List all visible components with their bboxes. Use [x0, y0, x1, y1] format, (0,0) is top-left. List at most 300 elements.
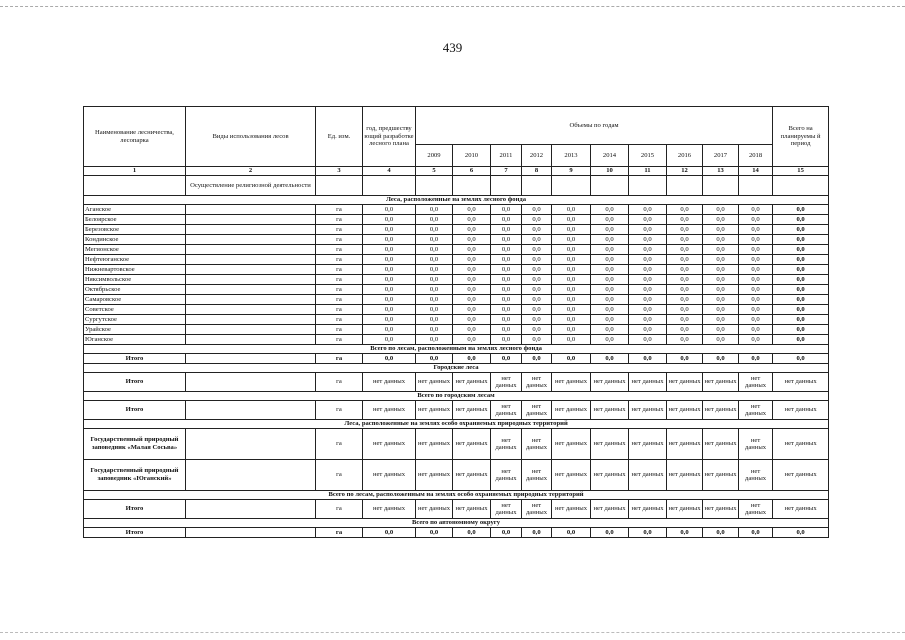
- blank-cell: [186, 528, 316, 538]
- forestry-name: Сургутское: [84, 315, 186, 325]
- forestry-name: Урайское: [84, 325, 186, 335]
- value-cell: 0,0: [416, 265, 453, 275]
- blank-cell: [416, 176, 453, 196]
- no-data-cell: нет данных: [491, 460, 522, 491]
- blank-cell: [186, 429, 316, 460]
- column-number: 11: [629, 167, 667, 176]
- unit-cell: га: [316, 500, 363, 519]
- no-data-cell: нет данных: [416, 373, 453, 392]
- forestry-row: [84, 205, 829, 215]
- no-data-cell: нет данных: [552, 373, 591, 392]
- blank-cell: [491, 176, 522, 196]
- forestry-name: Итого: [84, 528, 186, 538]
- header-year: 2014: [591, 145, 629, 167]
- value-cell: 0,0: [739, 295, 773, 305]
- value-cell: 0,0: [552, 285, 591, 295]
- section-row: [84, 491, 829, 500]
- no-data-cell: нет данных: [491, 373, 522, 392]
- value-cell: 0,0: [522, 275, 552, 285]
- value-cell: 0,0: [416, 285, 453, 295]
- blank-cell: [186, 460, 316, 491]
- blank-cell: [186, 354, 316, 364]
- value-cell: 0,0: [363, 354, 416, 364]
- value-cell: 0,0: [453, 305, 491, 315]
- value-cell: 0,0: [703, 528, 739, 538]
- value-cell: 0,0: [591, 235, 629, 245]
- value-cell: 0,0: [629, 205, 667, 215]
- column-number: 15: [773, 167, 829, 176]
- total-value-cell: 0,0: [773, 295, 829, 305]
- forestry-row: [84, 295, 829, 305]
- value-cell: 0,0: [522, 255, 552, 265]
- value-cell: 0,0: [739, 265, 773, 275]
- no-data-cell: нет данных: [522, 401, 552, 420]
- value-cell: 0,0: [491, 265, 522, 275]
- value-cell: 0,0: [703, 225, 739, 235]
- value-cell: 0,0: [629, 305, 667, 315]
- column-number: 13: [703, 167, 739, 176]
- value-cell: 0,0: [591, 354, 629, 364]
- value-cell: 0,0: [667, 265, 703, 275]
- forest-use-table: [83, 106, 829, 538]
- column-number: 9: [552, 167, 591, 176]
- blank-cell: [591, 176, 629, 196]
- value-cell: 0,0: [522, 354, 552, 364]
- reserve-row: [84, 460, 829, 491]
- value-cell: 0,0: [453, 245, 491, 255]
- total-value-cell: 0,0: [773, 285, 829, 295]
- no-data-cell: нет данных: [591, 500, 629, 519]
- value-cell: 0,0: [363, 205, 416, 215]
- total-value-cell: 0,0: [773, 235, 829, 245]
- value-cell: 0,0: [552, 245, 591, 255]
- value-cell: 0,0: [491, 295, 522, 305]
- value-cell: 0,0: [703, 325, 739, 335]
- value-cell: 0,0: [591, 225, 629, 235]
- unit-cell: га: [316, 335, 363, 345]
- column-number: 1: [84, 167, 186, 176]
- section-title: Леса, расположенные на землях лесного фонда: [84, 196, 829, 205]
- urban-total-row: [84, 401, 829, 420]
- value-cell: 0,0: [453, 295, 491, 305]
- value-cell: 0,0: [522, 295, 552, 305]
- value-cell: 0,0: [363, 255, 416, 265]
- no-data-cell: нет данных: [773, 460, 829, 491]
- value-cell: 0,0: [491, 275, 522, 285]
- value-cell: 0,0: [703, 255, 739, 265]
- blank-cell: [186, 265, 316, 275]
- value-cell: 0,0: [552, 305, 591, 315]
- no-data-cell: нет данных: [363, 429, 416, 460]
- value-cell: 0,0: [629, 285, 667, 295]
- value-cell: 0,0: [453, 235, 491, 245]
- column-number-row: [84, 167, 829, 176]
- value-cell: 0,0: [416, 335, 453, 345]
- value-cell: 0,0: [491, 354, 522, 364]
- value-cell: 0,0: [591, 245, 629, 255]
- value-cell: 0,0: [667, 285, 703, 295]
- protected-total-row: [84, 500, 829, 519]
- forestry-name: Нижневартовское: [84, 265, 186, 275]
- unit-cell: га: [316, 373, 363, 392]
- no-data-cell: нет данных: [739, 460, 773, 491]
- value-cell: 0,0: [703, 235, 739, 245]
- value-cell: 0,0: [363, 225, 416, 235]
- value-cell: 0,0: [522, 335, 552, 345]
- forestry-name: Мегионское: [84, 245, 186, 255]
- unit-cell: га: [316, 225, 363, 235]
- blank-cell: [186, 215, 316, 225]
- value-cell: 0,0: [739, 255, 773, 265]
- value-cell: 0,0: [522, 265, 552, 275]
- section-row: [84, 196, 829, 205]
- no-data-cell: нет данных: [552, 500, 591, 519]
- value-cell: 0,0: [739, 245, 773, 255]
- no-data-cell: нет данных: [667, 429, 703, 460]
- section-title: Городские леса: [84, 364, 829, 373]
- unit-cell: га: [316, 401, 363, 420]
- value-cell: 0,0: [491, 245, 522, 255]
- bottom-scan-rule: [0, 632, 905, 633]
- value-cell: 0,0: [416, 305, 453, 315]
- total-row: [84, 354, 829, 364]
- value-cell: 0,0: [591, 275, 629, 285]
- value-cell: 0,0: [363, 245, 416, 255]
- header-total: Всего на планируемы й период: [773, 107, 829, 167]
- unit-cell: га: [316, 429, 363, 460]
- value-cell: 0,0: [363, 325, 416, 335]
- value-cell: 0,0: [363, 285, 416, 295]
- value-cell: 0,0: [522, 235, 552, 245]
- value-cell: 0,0: [739, 225, 773, 235]
- header-prev-year: год, предшеству ющий разработке лесного плана: [363, 107, 416, 167]
- section-title: Всего по лесам, расположенным на землях особо охраняемых природных территорий: [84, 491, 829, 500]
- no-data-cell: нет данных: [739, 401, 773, 420]
- blank-cell: [522, 176, 552, 196]
- blank-cell: [186, 235, 316, 245]
- blank-cell: [186, 401, 316, 420]
- header-name: Наименование лесничества, лесопарка: [84, 107, 186, 167]
- unit-cell: га: [316, 315, 363, 325]
- value-cell: 0,0: [591, 285, 629, 295]
- value-cell: 0,0: [552, 295, 591, 305]
- value-cell: 0,0: [703, 285, 739, 295]
- value-cell: 0,0: [667, 295, 703, 305]
- no-data-cell: нет данных: [591, 429, 629, 460]
- blank-cell: [186, 205, 316, 215]
- total-value-cell: 0,0: [773, 354, 829, 364]
- no-data-cell: нет данных: [416, 401, 453, 420]
- okrug-total-row: [84, 528, 829, 538]
- blank-cell: [186, 500, 316, 519]
- no-data-cell: нет данных: [491, 429, 522, 460]
- value-cell: 0,0: [739, 215, 773, 225]
- blank-cell: [186, 275, 316, 285]
- forestry-name: Няксимвольское: [84, 275, 186, 285]
- value-cell: 0,0: [491, 205, 522, 215]
- value-cell: 0,0: [416, 275, 453, 285]
- total-value-cell: 0,0: [773, 528, 829, 538]
- value-cell: 0,0: [591, 255, 629, 265]
- value-cell: 0,0: [703, 215, 739, 225]
- forestry-row: [84, 235, 829, 245]
- unit-cell: га: [316, 275, 363, 285]
- value-cell: 0,0: [363, 305, 416, 315]
- no-data-cell: нет данных: [363, 373, 416, 392]
- page-number: 439: [442, 40, 463, 55]
- blank-cell: [186, 255, 316, 265]
- total-value-cell: 0,0: [773, 305, 829, 315]
- value-cell: 0,0: [522, 215, 552, 225]
- value-cell: 0,0: [363, 528, 416, 538]
- forestry-row: [84, 325, 829, 335]
- no-data-cell: нет данных: [363, 500, 416, 519]
- header-year: 2015: [629, 145, 667, 167]
- blank-cell: [186, 245, 316, 255]
- value-cell: 0,0: [491, 235, 522, 245]
- no-data-cell: нет данных: [363, 401, 416, 420]
- header-year: 2017: [703, 145, 739, 167]
- value-cell: 0,0: [491, 335, 522, 345]
- no-data-cell: нет данных: [522, 429, 552, 460]
- value-cell: 0,0: [739, 315, 773, 325]
- unit-cell: га: [316, 325, 363, 335]
- no-data-cell: нет данных: [416, 429, 453, 460]
- value-cell: 0,0: [591, 205, 629, 215]
- value-cell: 0,0: [739, 325, 773, 335]
- value-cell: 0,0: [552, 255, 591, 265]
- column-number: 12: [667, 167, 703, 176]
- urban-row: [84, 373, 829, 392]
- unit-cell: га: [316, 255, 363, 265]
- total-value-cell: 0,0: [773, 205, 829, 215]
- no-data-cell: нет данных: [591, 401, 629, 420]
- blank-cell: [552, 176, 591, 196]
- value-cell: 0,0: [667, 315, 703, 325]
- header-year: 2013: [552, 145, 591, 167]
- value-cell: 0,0: [363, 215, 416, 225]
- blank-cell: [186, 373, 316, 392]
- no-data-cell: нет данных: [453, 429, 491, 460]
- forestry-row: [84, 335, 829, 345]
- column-number: 10: [591, 167, 629, 176]
- value-cell: 0,0: [629, 275, 667, 285]
- no-data-cell: нет данных: [773, 373, 829, 392]
- unit-cell: га: [316, 528, 363, 538]
- value-cell: 0,0: [363, 335, 416, 345]
- header-year: 2011: [491, 145, 522, 167]
- value-cell: 0,0: [453, 285, 491, 295]
- forestry-name: Кондинское: [84, 235, 186, 245]
- value-cell: 0,0: [739, 275, 773, 285]
- value-cell: 0,0: [522, 205, 552, 215]
- blank-cell: [667, 176, 703, 196]
- value-cell: 0,0: [453, 215, 491, 225]
- value-cell: 0,0: [703, 354, 739, 364]
- no-data-cell: нет данных: [522, 373, 552, 392]
- section-title: Всего по автономному округу: [84, 519, 829, 528]
- total-value-cell: 0,0: [773, 335, 829, 345]
- value-cell: 0,0: [591, 295, 629, 305]
- forestry-row: [84, 265, 829, 275]
- forestry-row: [84, 255, 829, 265]
- value-cell: 0,0: [591, 305, 629, 315]
- no-data-cell: нет данных: [667, 500, 703, 519]
- blank-cell: [186, 225, 316, 235]
- value-cell: 0,0: [552, 215, 591, 225]
- value-cell: 0,0: [629, 245, 667, 255]
- section-row: [84, 345, 829, 354]
- value-cell: 0,0: [522, 325, 552, 335]
- value-cell: 0,0: [703, 205, 739, 215]
- header-year: 2010: [453, 145, 491, 167]
- forestry-row: [84, 315, 829, 325]
- blank-cell: [186, 305, 316, 315]
- value-cell: 0,0: [703, 305, 739, 315]
- no-data-cell: нет данных: [667, 373, 703, 392]
- total-value-cell: 0,0: [773, 315, 829, 325]
- section-row: [84, 420, 829, 429]
- no-data-cell: нет данных: [703, 401, 739, 420]
- value-cell: 0,0: [667, 275, 703, 285]
- header-year: 2012: [522, 145, 552, 167]
- value-cell: 0,0: [416, 354, 453, 364]
- value-cell: 0,0: [739, 528, 773, 538]
- value-cell: 0,0: [667, 245, 703, 255]
- column-number: 5: [416, 167, 453, 176]
- value-cell: 0,0: [739, 285, 773, 295]
- section-title: Леса, расположенные на землях особо охраняемых природных территорий: [84, 420, 829, 429]
- value-cell: 0,0: [629, 354, 667, 364]
- value-cell: 0,0: [591, 325, 629, 335]
- value-cell: 0,0: [667, 235, 703, 245]
- total-value-cell: 0,0: [773, 255, 829, 265]
- no-data-cell: нет данных: [703, 373, 739, 392]
- blank-cell: [186, 285, 316, 295]
- value-cell: 0,0: [739, 205, 773, 215]
- value-cell: 0,0: [522, 285, 552, 295]
- value-cell: 0,0: [591, 265, 629, 275]
- value-cell: 0,0: [453, 205, 491, 215]
- value-cell: 0,0: [522, 528, 552, 538]
- value-cell: 0,0: [629, 265, 667, 275]
- header-unit: Ед. изм.: [316, 107, 363, 167]
- value-cell: 0,0: [667, 528, 703, 538]
- top-scan-rule: [0, 6, 905, 7]
- no-data-cell: нет данных: [522, 460, 552, 491]
- value-cell: 0,0: [453, 325, 491, 335]
- no-data-cell: нет данных: [491, 401, 522, 420]
- value-cell: 0,0: [739, 305, 773, 315]
- value-cell: 0,0: [416, 225, 453, 235]
- blank-cell: [186, 315, 316, 325]
- value-cell: 0,0: [629, 255, 667, 265]
- value-cell: 0,0: [491, 225, 522, 235]
- value-cell: 0,0: [491, 528, 522, 538]
- value-cell: 0,0: [491, 215, 522, 225]
- value-cell: 0,0: [522, 225, 552, 235]
- value-cell: 0,0: [667, 255, 703, 265]
- header-year: 2016: [667, 145, 703, 167]
- value-cell: 0,0: [522, 315, 552, 325]
- value-cell: 0,0: [552, 265, 591, 275]
- forestry-row: [84, 305, 829, 315]
- value-cell: 0,0: [629, 295, 667, 305]
- blank-cell: [629, 176, 667, 196]
- unit-cell: га: [316, 285, 363, 295]
- no-data-cell: нет данных: [773, 429, 829, 460]
- header-volumes: Объемы по годам: [416, 107, 773, 145]
- total-value-cell: 0,0: [773, 265, 829, 275]
- unit-cell: га: [316, 295, 363, 305]
- unit-cell: га: [316, 460, 363, 491]
- value-cell: 0,0: [416, 245, 453, 255]
- no-data-cell: нет данных: [453, 401, 491, 420]
- no-data-cell: нет данных: [739, 500, 773, 519]
- no-data-cell: нет данных: [629, 373, 667, 392]
- row-name: Государственный природный заповедник «Малая Сосьва»: [84, 429, 186, 460]
- forestry-row: [84, 285, 829, 295]
- no-data-cell: нет данных: [522, 500, 552, 519]
- value-cell: 0,0: [703, 265, 739, 275]
- unit-cell: га: [316, 354, 363, 364]
- value-cell: 0,0: [416, 295, 453, 305]
- unit-cell: га: [316, 305, 363, 315]
- row-name: Государственный природный заповедник «Юганский»: [84, 460, 186, 491]
- blank-cell: [316, 176, 363, 196]
- unit-cell: га: [316, 215, 363, 225]
- value-cell: 0,0: [629, 528, 667, 538]
- no-data-cell: нет данных: [703, 500, 739, 519]
- total-value-cell: 0,0: [773, 245, 829, 255]
- no-data-cell: нет данных: [773, 500, 829, 519]
- value-cell: 0,0: [667, 325, 703, 335]
- forestry-row: [84, 225, 829, 235]
- total-value-cell: 0,0: [773, 275, 829, 285]
- section-row: [84, 519, 829, 528]
- value-cell: 0,0: [416, 215, 453, 225]
- value-cell: 0,0: [591, 215, 629, 225]
- no-data-cell: нет данных: [667, 460, 703, 491]
- value-cell: 0,0: [629, 235, 667, 245]
- value-cell: 0,0: [522, 245, 552, 255]
- value-cell: 0,0: [491, 285, 522, 295]
- value-cell: 0,0: [629, 325, 667, 335]
- unit-cell: га: [316, 245, 363, 255]
- value-cell: 0,0: [739, 235, 773, 245]
- value-cell: 0,0: [703, 245, 739, 255]
- value-cell: 0,0: [552, 315, 591, 325]
- value-cell: 0,0: [453, 528, 491, 538]
- section-row: [84, 392, 829, 401]
- row-name: Итого: [84, 500, 186, 519]
- value-cell: 0,0: [591, 335, 629, 345]
- forestry-name: Березовское: [84, 225, 186, 235]
- no-data-cell: нет данных: [629, 401, 667, 420]
- no-data-cell: нет данных: [363, 460, 416, 491]
- value-cell: 0,0: [363, 275, 416, 285]
- value-cell: 0,0: [667, 215, 703, 225]
- value-cell: 0,0: [453, 225, 491, 235]
- unit-cell: га: [316, 265, 363, 275]
- forestry-name: Советское: [84, 305, 186, 315]
- value-cell: 0,0: [416, 255, 453, 265]
- value-cell: 0,0: [591, 315, 629, 325]
- value-cell: 0,0: [491, 315, 522, 325]
- value-cell: 0,0: [629, 335, 667, 345]
- no-data-cell: нет данных: [552, 460, 591, 491]
- value-cell: 0,0: [629, 315, 667, 325]
